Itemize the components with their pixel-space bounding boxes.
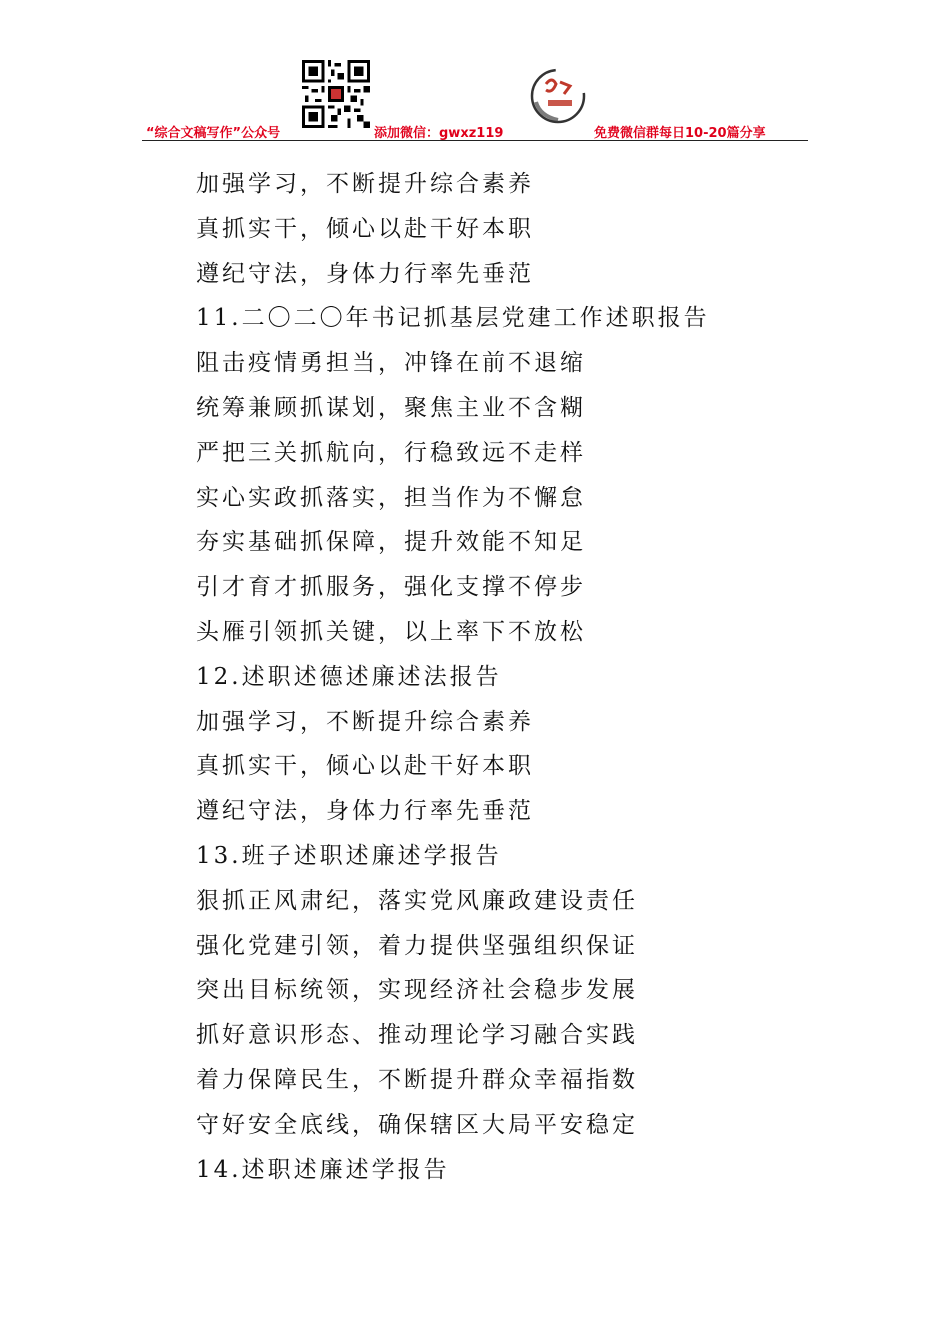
qr-code-icon xyxy=(302,60,370,128)
share-info-text: 免费微信群每日10-20篇分享 xyxy=(594,126,766,141)
header-divider xyxy=(142,140,808,141)
text-line: 加强学习，不断提升综合素养 xyxy=(196,171,534,197)
text-line: 真抓实干，倾心以赴干好本职 xyxy=(196,753,534,780)
text-line: 阻击疫情勇担当，冲锋在前不退缩 xyxy=(196,350,586,377)
text-line: 实心实政抓落实，担当作为不懈怠 xyxy=(196,484,586,511)
text-line: 真抓实干，倾心以赴干好本职 xyxy=(196,215,534,242)
text-line: 头雁引领抓关键，以上率下不放松 xyxy=(196,618,586,645)
document-body xyxy=(196,162,710,1192)
text-line: 引才育才抓服务，强化支撑不停步 xyxy=(196,574,586,601)
section-heading: 13.班子述职述廉述学报告 xyxy=(196,842,502,869)
brand-logo-icon xyxy=(528,66,588,126)
text-line: 严把三关抓航向，行稳致远不走样 xyxy=(196,439,586,466)
text-line: 狠抓正风肃纪，落实党风廉政建设责任 xyxy=(196,887,638,914)
text-line: 遵纪守法，身体力行率先垂范 xyxy=(196,798,534,825)
text-line: 加强学习，不断提升综合素养 xyxy=(196,708,534,735)
wechat-contact-text: 添加微信：gwxz119 xyxy=(374,126,504,141)
text-line: 强化党建引领，着力提供坚强组织保证 xyxy=(196,932,638,959)
text-line: 抓好意识形态、推动理论学习融合实践 xyxy=(196,1022,638,1049)
account-name-text: “综合文稿写作”公众号 xyxy=(146,126,281,141)
text-line: 夯实基础抓保障，提升效能不知足 xyxy=(196,529,586,556)
section-heading: 12.述职述德述廉述法报告 xyxy=(196,663,502,690)
text-line: 守好安全底线，确保辖区大局平安稳定 xyxy=(196,1111,638,1138)
page-header xyxy=(142,56,808,144)
text-line: 突出目标统领，实现经济社会稳步发展 xyxy=(196,977,638,1004)
text-line: 着力保障民生，不断提升群众幸福指数 xyxy=(196,1066,638,1093)
section-heading: 14.述职述廉述学报告 xyxy=(196,1156,450,1183)
text-line: 遵纪守法，身体力行率先垂范 xyxy=(196,260,534,287)
section-heading: 11.二〇二〇年书记抓基层党建工作述职报告 xyxy=(196,305,710,332)
text-line: 统筹兼顾抓谋划，聚焦主业不含糊 xyxy=(196,394,586,421)
